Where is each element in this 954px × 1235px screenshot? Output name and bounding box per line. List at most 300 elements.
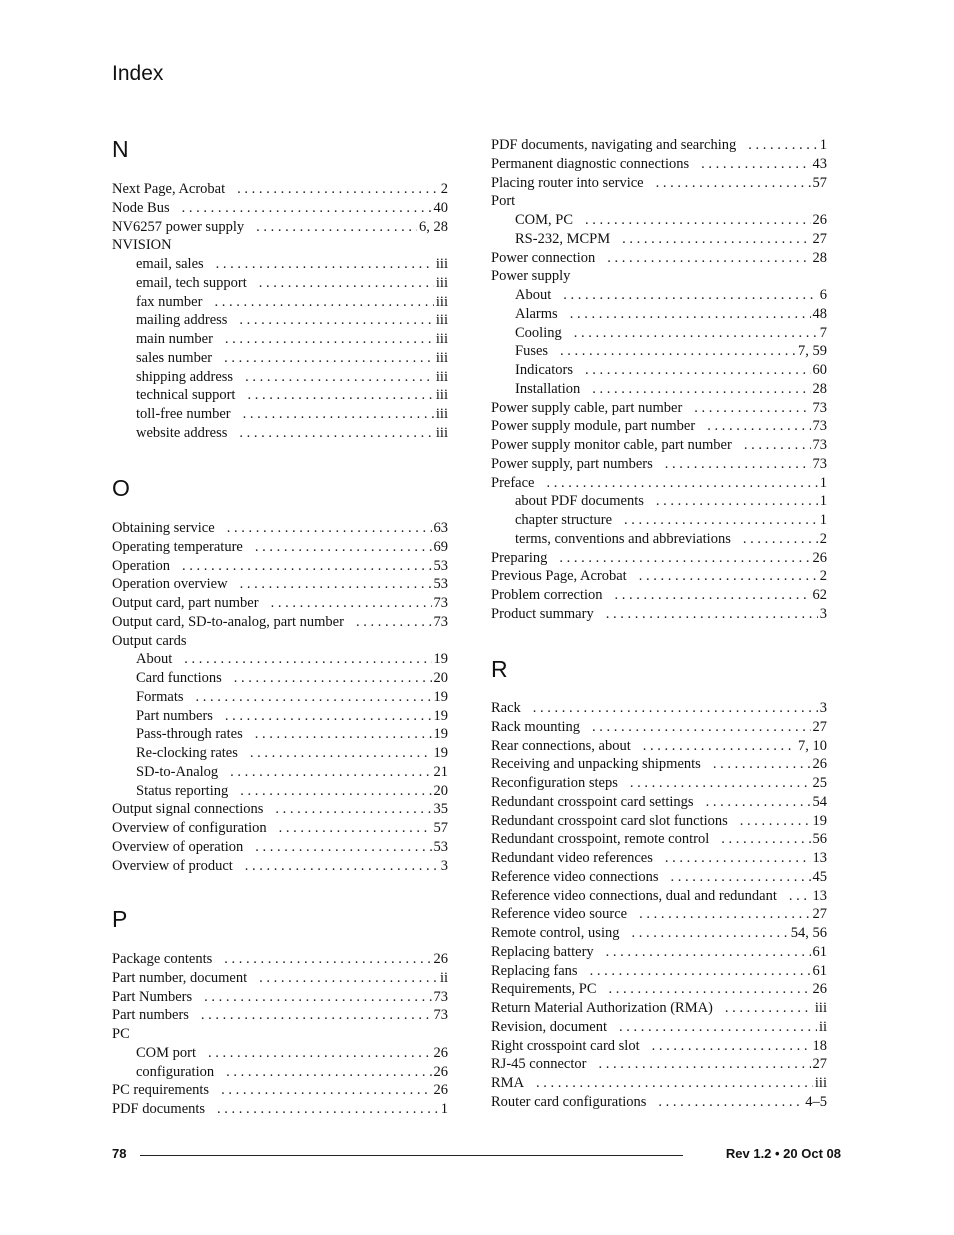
dot-leader [259,274,434,292]
page-reference: 53 [433,576,448,593]
dot-leader [639,905,810,923]
index-term: Receiving and unpacking shipments [491,756,701,773]
index-subentry [136,707,448,725]
dot-leader [658,1093,803,1111]
index-entry [491,830,827,848]
index-entry [112,819,448,837]
page-reference: 13 [812,850,827,866]
index-entry [112,575,448,593]
index-term: RS-232, MCPM [515,230,611,247]
index-subentry [136,255,448,273]
index-subentry [515,324,827,342]
index-entry [491,249,827,267]
page-reference: 19 [433,745,448,761]
index-term: Power supply monitor cable, part number [491,437,732,453]
index-entry [112,1100,448,1118]
page-reference: 63 [433,520,448,536]
index-subentry [515,286,827,304]
index-entry [491,737,827,755]
page-reference: 7 [819,324,827,341]
index-term: Power supply cable, part number [491,399,683,416]
dot-leader [570,305,811,323]
index-subentry [136,386,448,404]
index-term: email, tech support [136,274,247,291]
index-term: PDF documents, navigating and searching [491,137,737,153]
index-subentry [136,1063,448,1081]
index-entry [112,1006,448,1024]
index-entry [112,969,448,987]
page-reference: 26 [812,212,827,228]
dot-leader [585,211,810,229]
dot-leader [598,1055,810,1073]
index-term: Redundant crosspoint card slot functions [491,812,728,829]
page-reference: iii [435,406,448,422]
page-reference: 19 [433,707,448,724]
dot-leader [240,575,432,593]
index-entry [491,399,827,417]
index-subentry [136,763,448,781]
dot-leader [536,1074,813,1092]
index-entry [112,538,448,556]
index-term: Power connection [491,249,596,266]
page-reference: 13 [812,887,827,904]
index-term: Power supply module, part number [491,418,696,435]
index-subentry [136,650,448,668]
page-reference: 73 [433,1007,448,1024]
index-term: Preface [491,474,535,491]
index-term: Status reporting [136,782,229,799]
dot-leader [196,688,432,706]
index-term: Preparing [491,549,548,566]
dot-leader [245,368,434,386]
index-term: NV6257 power supply [112,218,245,235]
dot-leader [182,199,432,217]
index-entry [491,999,827,1017]
dot-leader [619,1018,817,1036]
dot-leader [563,286,818,304]
dot-leader [533,699,818,717]
dot-leader [652,1037,811,1055]
dot-leader [707,417,810,435]
index-term: mailing address [136,312,228,329]
index-subentry [136,669,448,687]
page-reference: iii [814,1000,827,1016]
page-reference: 45 [812,868,827,885]
index-entry [491,455,827,473]
dot-leader [559,549,810,567]
index-term: about PDF documents [515,493,644,510]
page-reference: iii [435,274,448,291]
dot-leader [743,530,818,548]
index-subentry [136,725,448,743]
index-entry [491,1074,827,1092]
dot-leader [639,567,818,585]
dot-leader [243,405,434,423]
page-reference: 26 [433,1082,448,1099]
page-reference: 62 [812,587,827,603]
dot-leader [221,1081,431,1099]
index-entry [491,905,827,923]
index-term: Redundant video references [491,850,653,866]
dot-leader [656,492,818,510]
dot-leader [670,868,810,886]
index-entry [112,613,448,631]
page-reference: 60 [812,362,827,378]
index-term: chapter structure [515,512,613,528]
index-term: Replacing battery [491,943,594,960]
dot-leader [546,474,817,492]
index-term: Re-clocking rates [136,745,238,761]
index-entry [112,838,448,856]
dot-leader [234,669,432,687]
index-term: Package contents [112,951,213,967]
index-subentry [515,511,827,529]
index-subentry [515,211,827,229]
index-term: COM port [136,1044,197,1061]
dot-leader [279,819,432,837]
dot-leader [247,386,433,404]
index-term: Rack mounting [491,718,581,735]
index-term: Output card, part number [112,595,259,611]
index-entry [491,1037,827,1055]
index-entry [112,557,448,575]
page-reference: iii [435,424,448,441]
page-number: 78 [112,1146,127,1161]
index-entry [112,857,448,875]
index-entry [491,699,827,717]
index-term: Operation [112,557,170,574]
index-entry [491,755,827,773]
dot-leader [624,511,818,529]
dot-leader [656,174,811,192]
page-reference: iii [435,387,448,404]
page-reference: 27 [812,230,827,247]
page-title: Index [112,62,164,85]
dot-leader [214,293,433,311]
page-reference: 1 [819,493,827,510]
index-term: shipping address [136,368,234,385]
section-letter: P [112,906,128,932]
dot-leader [255,538,432,556]
dot-leader [255,725,432,743]
index-term: Operation overview [112,576,228,593]
index-term: Reference video connections, dual and redundant [491,887,777,904]
index-term: Power supply [491,268,571,285]
index-term: Output cards [112,632,187,649]
index-entry [491,267,827,285]
index-subentry [136,424,448,442]
page-reference: 19 [433,688,448,705]
page-reference: 28 [812,249,827,266]
index-entry [112,950,448,968]
dot-leader [226,1063,431,1081]
index-entry [112,632,448,650]
dot-leader [216,255,434,273]
page-reference: 53 [433,557,448,574]
index-entry [491,549,827,567]
index-subentry [515,380,827,398]
index-term: SD-to-Analog [136,763,219,780]
page-reference: 20 [433,670,448,686]
dot-leader [665,849,811,867]
index-term: Part Numbers [112,988,193,1005]
page-reference: 18 [812,1037,827,1054]
index-entry [491,417,827,435]
page-reference: 57 [433,820,448,836]
page-reference: 73 [812,399,827,416]
page-reference: 35 [433,801,448,818]
index-entry [491,962,827,980]
index-term: Overview of operation [112,838,244,855]
index-entry [112,1081,448,1099]
page-reference: ii [818,1018,827,1035]
index-entry [491,774,827,792]
index-entry [491,174,827,192]
dot-leader [701,155,810,173]
page-reference: 3 [440,857,448,874]
index-subentry [136,368,448,386]
index-entry [491,718,827,736]
index-term: email, sales [136,256,204,272]
page-reference: 25 [812,775,827,791]
page-reference: 28 [812,380,827,397]
dot-leader [740,812,811,830]
page-reference: 19 [433,726,448,743]
index-entry [491,155,827,173]
page-reference: iii [435,293,448,310]
page-reference: 73 [812,437,827,453]
page-reference: 26 [812,549,827,566]
page-reference: 27 [812,718,827,735]
page-reference: 57 [812,174,827,191]
dot-leader [227,519,432,537]
index-term: Rear connections, about [491,737,631,754]
index-subentry [136,782,448,800]
page-reference: 27 [812,1056,827,1073]
dot-leader [224,349,434,367]
index-term: Port [491,193,516,210]
revision-label: Rev 1.2 • 20 Oct 08 [725,1146,841,1161]
index-entry [112,988,448,1006]
index-term: Formats [136,688,184,705]
dot-leader [622,230,810,248]
index-term: RJ-45 connector [491,1056,587,1073]
section-letter: R [491,656,508,682]
dot-leader [744,436,811,454]
index-term: Part numbers [136,707,213,724]
page-reference: 54, 56 [790,925,827,941]
index-term: configuration [136,1063,215,1080]
page-reference: 2 [819,568,827,585]
page-reference: 6 [819,287,827,303]
page-reference: 43 [812,155,827,172]
index-term: fax number [136,293,203,310]
page-reference: 53 [433,838,448,855]
index-term: Installation [515,380,581,397]
dot-leader [606,605,818,623]
page-reference: 4–5 [805,1093,827,1110]
page-reference: 6, 28 [419,218,448,235]
index-term: Rack [491,700,521,716]
page-reference: ii [439,969,448,986]
index-term: Replacing fans [491,962,578,979]
index-entry [112,180,448,198]
index-term: Reconfiguration steps [491,775,618,791]
dot-leader [713,755,811,773]
dot-leader [240,782,431,800]
dot-leader [204,988,431,1006]
dot-leader [256,218,417,236]
page-reference: 61 [812,943,827,960]
page-reference: 3 [819,605,827,622]
page-reference: 69 [433,538,448,555]
page-reference: 48 [812,305,827,322]
dot-leader [255,838,431,856]
dot-leader [574,324,818,342]
dot-leader [275,800,431,818]
index-entry [112,199,448,217]
index-subentry [136,405,448,423]
dot-leader [592,380,810,398]
page-reference: 56 [812,831,827,848]
index-entry [491,849,827,867]
index-subentry [136,330,448,348]
index-entry [112,218,448,236]
index-term: About [136,651,173,668]
dot-leader [748,136,818,154]
index-term: Product summary [491,605,594,622]
page-reference: 20 [433,782,448,799]
section-letter: N [112,136,129,162]
index-term: Operating temperature [112,538,243,555]
page-reference: 73 [433,613,448,630]
index-term: Obtaining service [112,520,215,536]
index-entry [491,980,827,998]
section-letter: O [112,475,130,501]
index-term: Revision, document [491,1018,607,1035]
dot-leader [184,650,431,668]
index-term: Pass-through rates [136,726,243,743]
index-subentry [515,230,827,248]
index-entry [491,943,827,961]
index-subentry [136,744,448,762]
page-reference: 19 [433,651,448,668]
page-reference: iii [435,368,448,385]
page-reference: 26 [433,1044,448,1061]
index-entry [491,1018,827,1036]
page-reference: 73 [433,595,448,611]
dot-leader [789,887,811,905]
index-term: main number [136,331,213,347]
dot-leader [259,969,438,987]
dot-leader [643,737,796,755]
page-reference: iii [435,331,448,347]
footer-rule [140,1155,683,1156]
index-term: Overview of product [112,857,233,874]
dot-leader [706,793,811,811]
dot-leader [182,557,432,575]
index-term: Indicators [515,362,573,378]
dot-leader [694,399,810,417]
page-reference: iii [435,256,448,272]
dot-leader [225,330,434,348]
page-reference: 3 [819,700,827,716]
index-term: NVISION [112,237,172,254]
index-entry [491,586,827,604]
dot-leader [239,311,433,329]
dot-leader [606,943,811,961]
index-entry [112,594,448,612]
index-term: Overview of configuration [112,820,267,836]
index-term: PDF documents [112,1101,206,1117]
index-term: Card functions [136,670,222,686]
index-term: sales number [136,349,213,366]
page-reference: 40 [433,199,448,216]
page-reference: 73 [812,418,827,435]
index-term: Reference video connections [491,868,659,885]
index-term: Output signal connections [112,801,264,818]
index-subentry [515,492,827,510]
dot-leader [217,1100,439,1118]
index-entry [491,1055,827,1073]
page-reference: 26 [812,981,827,998]
index-term: Previous Page, Acrobat [491,568,627,585]
index-term: terms, conventions and abbreviations [515,530,731,547]
index-entry [491,605,827,623]
dot-leader [631,924,788,942]
page-reference: 26 [433,1063,448,1080]
index-subentry [136,311,448,329]
page-reference: 2 [819,530,827,547]
page-reference: 2 [440,181,448,197]
dot-leader [208,1044,431,1062]
dot-leader [230,763,431,781]
index-term: Redundant crosspoint, remote control [491,831,710,848]
index-term: Problem correction [491,587,603,603]
index-term: Output card, SD-to-analog, part number [112,613,344,630]
dot-leader [237,180,439,198]
dot-leader [592,718,810,736]
page-reference: 7, 10 [798,737,827,754]
page-reference: 1 [819,137,827,153]
index-term: technical support [136,387,236,404]
index-term: Placing router into service [491,174,644,191]
index-term: Fuses [515,343,549,360]
index-entry [491,436,827,454]
index-entry [491,868,827,886]
page-reference: iii [435,312,448,329]
page-reference: 27 [812,906,827,923]
index-subentry [515,530,827,548]
page-reference: 26 [812,756,827,773]
index-subentry [515,342,827,360]
dot-leader [590,962,811,980]
page-reference: 1 [819,512,827,528]
index-entry [491,567,827,585]
dot-leader [725,999,813,1017]
index-entry [491,924,827,942]
index-entry [491,136,827,154]
index-entry [112,1025,448,1043]
dot-leader [271,594,432,612]
index-term: Requirements, PC [491,981,597,998]
page-reference: 26 [433,951,448,967]
index-entry [491,793,827,811]
dot-leader [356,613,432,631]
index-subentry [136,1044,448,1062]
index-term: Permanent diagnostic connections [491,155,690,172]
index-entry [112,519,448,537]
